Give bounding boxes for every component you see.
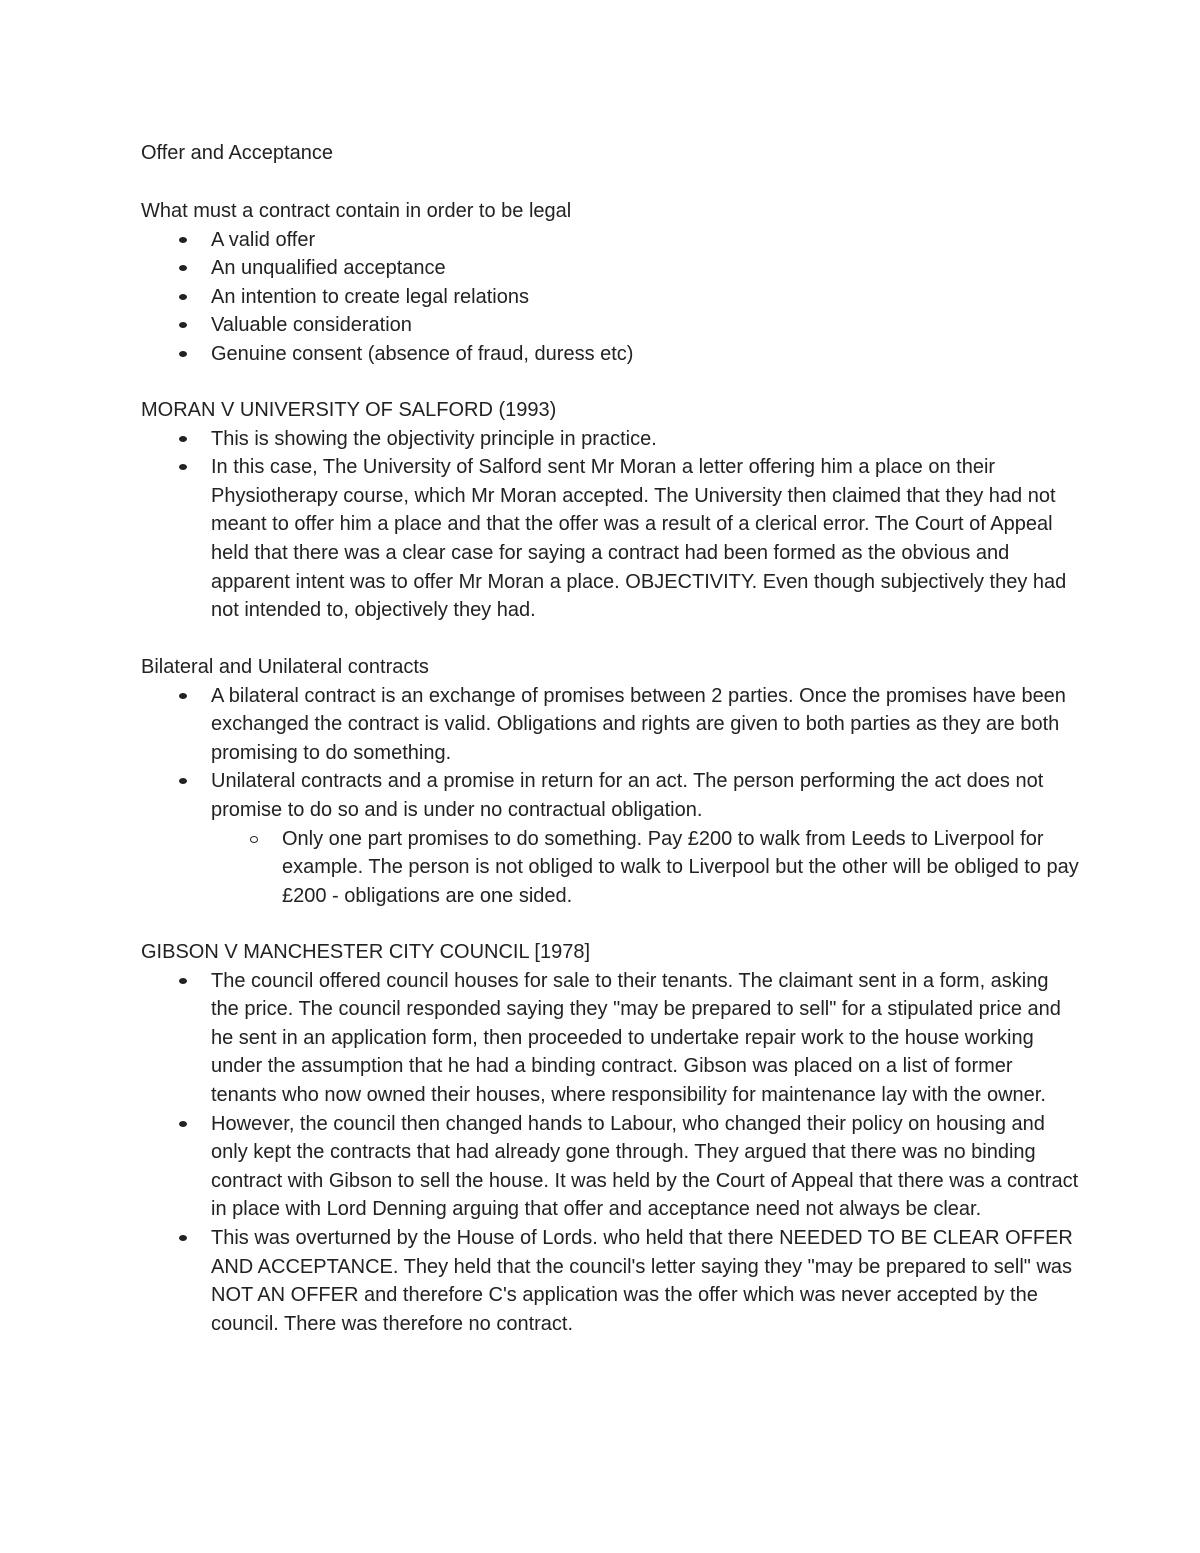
bullet-icon	[179, 978, 187, 984]
sub-list-item	[141, 825, 1081, 911]
list-item-text: Only one part promises to do something. Pay £200 to walk from Leeds to Liverpool for example. The person is not obliged to walk to Liverpool but the other will be obliged to pay £200 - obligations are one sided.	[282, 827, 1079, 907]
bullet-icon	[179, 693, 187, 699]
bullet-icon	[179, 778, 187, 784]
bullet-list	[141, 226, 1081, 369]
list-item-text: A bilateral contract is an exchange of promises between 2 parties. Once the promises have been exchanged the contract is valid. Obligations and rights are given to both parties as they are both promising to do something.	[211, 684, 1066, 764]
list-item	[141, 682, 1081, 768]
list-item	[141, 453, 1081, 625]
section-contract-requirements	[141, 197, 1081, 369]
section-heading: MORAN V UNIVERSITY OF SALFORD (1993)	[141, 399, 557, 421]
list-item-text: An intention to create legal relations	[211, 285, 529, 308]
list-item-text: However, the council then changed hands to Labour, who changed their policy on housing and only kept the contracts that had already gone through. They argued that there was no binding contract with Gibson to sell the house. It was held by the Court of Appeal that there was a contract in place with Lord Denning arguing that offer and acceptance need not always be clear.	[211, 1112, 1079, 1221]
bullet-icon	[179, 265, 187, 271]
document-title-block	[141, 139, 1081, 168]
list-item-text: A valid offer	[211, 228, 316, 251]
bullet-icon	[179, 294, 187, 300]
document-title: Offer and Acceptance	[141, 142, 333, 164]
list-item	[141, 767, 1081, 824]
list-item-text: This is showing the objectivity principle in practice.	[211, 427, 657, 450]
bullet-icon	[179, 1235, 187, 1241]
list-item-text: An unqualified acceptance	[211, 257, 446, 280]
section-heading: GIBSON V MANCHESTER CITY COUNCIL [1978]	[141, 941, 590, 963]
bullet-list	[141, 682, 1081, 911]
section-heading: Bilateral and Unilateral contracts	[141, 656, 429, 678]
bullet-icon	[179, 1121, 187, 1127]
bullet-icon	[179, 464, 187, 470]
section-gibson-case	[141, 938, 1081, 1338]
list-item	[141, 254, 1081, 283]
bullet-list	[141, 425, 1081, 625]
list-item	[141, 1224, 1081, 1338]
bullet-icon	[179, 237, 187, 243]
list-item	[141, 1110, 1081, 1224]
list-item	[141, 311, 1081, 340]
list-item-text: Valuable consideration	[211, 314, 412, 337]
list-item	[141, 340, 1081, 369]
list-item	[141, 226, 1081, 255]
bullet-icon	[179, 436, 187, 442]
bullet-icon	[179, 351, 187, 357]
list-item-text: Unilateral contracts and a promise in return for an act. The person performing the act does not promise to do so and is under no contractual obligation.	[211, 770, 1044, 821]
section-heading: What must a contract contain in order to be legal	[141, 200, 572, 222]
list-item	[141, 425, 1081, 454]
hollow-bullet-icon	[250, 836, 258, 843]
list-item-text: The council offered council houses for sale to their tenants. The claimant sent in a form, asking the price. The council responded saying they "may be prepared to sell" for a stipulated price and he sent in an application form, then proceeded to undertake repair work to the house working under the assumption that he had a binding contract. Gibson was placed on a list of former tenants who now owned their houses, where responsibility for maintenance lay with the owner.	[211, 969, 1061, 1106]
list-item-text: In this case, The University of Salford sent Mr Moran a letter offering him a place on their Physiotherapy course, which Mr Moran accepted. The University then claimed that they had not meant to offer him a place and that the offer was a result of a clerical error. The Court of Appeal held that there was a clear case for saying a contract had been formed as the obvious and apparent intent was to offer Mr Moran a place. OBJECTIVITY. Even though subjectively they had not intended to, objectively they had.	[211, 456, 1067, 622]
section-bilateral-unilateral	[141, 653, 1081, 910]
list-item-text: Genuine consent (absence of fraud, duress etc)	[211, 342, 634, 365]
list-item-text: This was overturned by the House of Lords. who held that there NEEDED TO BE CLEAR OFFER AND ACCEPTANCE. They held that the council's letter saying they "may be prepared to sell" was NOT AN OFFER and therefore C's application was the offer which was never accepted by the council. There was therefore no contract.	[211, 1226, 1073, 1335]
list-item	[141, 283, 1081, 312]
list-item	[141, 967, 1081, 1110]
bullet-icon	[179, 322, 187, 328]
bullet-list	[141, 967, 1081, 1339]
section-moran-case	[141, 396, 1081, 625]
